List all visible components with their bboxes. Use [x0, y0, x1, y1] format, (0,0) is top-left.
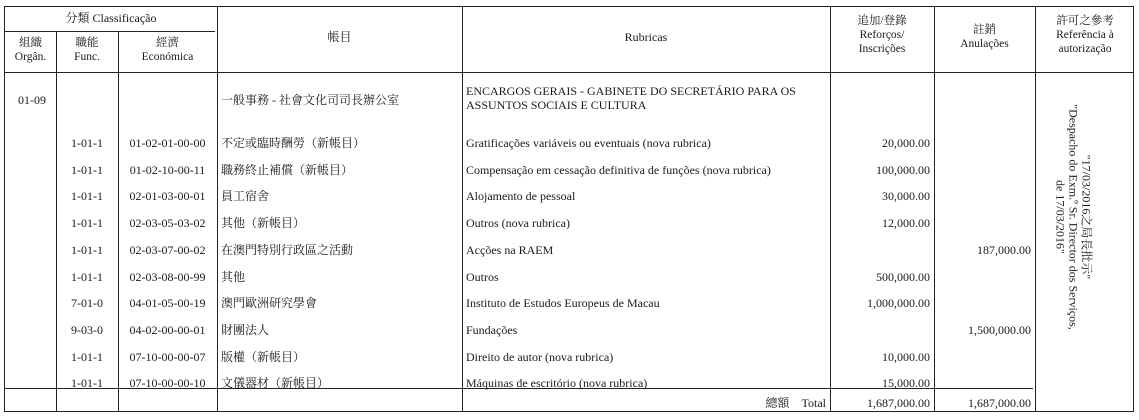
- row-rubrica-pt: Máquinas de escritório (nova rubrica): [466, 376, 648, 390]
- budget-table: [4, 6, 1134, 412]
- reforcos-header-pt1: Reforços/: [859, 29, 905, 41]
- classificacao-header: 分類 Classificação: [65, 11, 157, 25]
- row-anulacao: 187,000.00: [977, 243, 1031, 257]
- referencia-text: [1054, 87, 1093, 347]
- row-rubrica-pt: Fundações: [466, 323, 518, 337]
- row-econ: 04-01-05-00-19: [129, 296, 206, 310]
- row-reforco: 500,000.00: [876, 270, 930, 284]
- row-reforco: 15,000.00: [882, 376, 930, 390]
- rubrica-header-pt: Rubricas: [624, 30, 668, 44]
- organ-header-pt: Orgân.: [14, 51, 47, 63]
- row-reforco: 20,000.00: [882, 136, 930, 150]
- row-func: 9-03-0: [71, 323, 103, 337]
- total-reforcos: 1,687,000.00: [867, 396, 930, 410]
- row-func: 1-01-1: [71, 376, 103, 390]
- row-reforco: 100,000.00: [876, 163, 930, 177]
- section-title-pt-line1: ENCARGOS GERAIS - GABINETE DO SECRETÁRIO PARA OS: [466, 84, 796, 98]
- column-divider: [462, 7, 463, 411]
- referencia-line-2: "Despacho do Exm.º Sr. Director dos Serviços,: [1066, 104, 1081, 330]
- row-func: 1-01-1: [71, 243, 103, 257]
- row-rubrica-zh: 其他（新帳目）: [221, 216, 306, 230]
- row-func: 1-01-1: [71, 189, 103, 203]
- row-econ: 07-10-00-00-10: [129, 376, 206, 390]
- section-title-pt-line2: ASSUNTOS SOCIAIS E CULTURA: [466, 98, 647, 112]
- row-econ: 01-02-10-00-11: [129, 163, 206, 177]
- row-reforco: 30,000.00: [882, 189, 930, 203]
- row-reforco: 10,000.00: [882, 350, 930, 364]
- row-econ: 07-10-00-00-07: [129, 350, 206, 364]
- econ-header-zh: 經濟: [156, 37, 179, 49]
- row-func: 1-01-1: [71, 216, 103, 230]
- row-rubrica-pt: Compensação em cessação definitiva de funções (nova rubrica): [466, 163, 771, 177]
- row-rubrica-zh: 版權（新帳目）: [221, 350, 306, 364]
- header-divider: [5, 72, 1133, 73]
- total-anulacoes: 1,687,000.00: [968, 396, 1031, 410]
- row-rubrica-pt: Outros (nova rubrica): [466, 216, 570, 230]
- column-divider: [1035, 7, 1036, 411]
- row-func: 1-01-1: [71, 270, 103, 284]
- section-title-zh: 一般事務 - 社會文化司司長辦公室: [221, 93, 399, 107]
- row-econ: 02-03-07-00-02: [129, 243, 206, 257]
- row-func: 1-01-1: [71, 163, 103, 177]
- row-rubrica-zh: 職務終止補償（新帳目）: [221, 163, 354, 177]
- row-rubrica-zh: 在澳門特別行政區之活動: [221, 243, 354, 257]
- row-econ: 02-03-08-00-99: [129, 270, 206, 284]
- row-anulacao: 1,500,000.00: [968, 323, 1031, 337]
- econ-header-pt: Económica: [141, 51, 194, 63]
- row-rubrica-zh: 財團法人: [221, 323, 270, 337]
- reforcos-header-pt2: Inscrições: [858, 43, 906, 55]
- referencia-line-1: "17/03/2016之局長批示": [1079, 154, 1094, 280]
- anulacoes-header-zh: 註銷: [973, 24, 996, 36]
- func-header-zh: 職能: [75, 37, 99, 49]
- section-organ: 01-09: [18, 93, 46, 107]
- row-rubrica-zh: 員工宿舍: [221, 189, 270, 203]
- row-econ: 01-02-01-00-00: [129, 136, 206, 150]
- rubrica-header-zh: 帳目: [327, 30, 352, 44]
- column-divider: [934, 7, 935, 411]
- row-rubrica-zh: 文儀器材（新帳目）: [221, 376, 330, 390]
- column-divider: [217, 7, 218, 411]
- anulacoes-header-pt: Anulações: [960, 38, 1009, 50]
- row-func: 1-01-1: [71, 350, 103, 364]
- func-header-pt: Func.: [74, 51, 100, 63]
- row-econ: 02-03-05-03-02: [129, 216, 206, 230]
- referencia-line-3: de 17/03/2016": [1053, 180, 1068, 254]
- row-func: 1-01-1: [71, 136, 103, 150]
- total-label: 總額 Total: [765, 396, 826, 410]
- row-reforco: 12,000.00: [882, 216, 930, 230]
- row-rubrica-pt: Direito de autor (nova rubrica): [466, 350, 614, 364]
- row-rubrica-zh: 澳門歐洲研究學會: [221, 296, 318, 310]
- referencia-header-pt2: autorização: [1058, 43, 1112, 55]
- reforcos-header-zh: 追加/登錄: [857, 15, 907, 27]
- row-rubrica-pt: Outros: [466, 270, 499, 284]
- organ-header-zh: 組織: [19, 37, 42, 49]
- row-rubrica-zh: 其他: [221, 270, 246, 284]
- row-func: 7-01-0: [71, 296, 103, 310]
- row-rubrica-pt: Acções na RAEM: [466, 243, 554, 257]
- header-divider: [5, 31, 215, 32]
- row-rubrica-zh: 不定或臨時酬勞（新帳目）: [221, 136, 366, 150]
- row-rubrica-pt: Alojamento de pessoal: [466, 189, 576, 203]
- referencia-header-pt1: Referência à: [1056, 29, 1114, 41]
- referencia-header-zh: 許可之參考: [1056, 15, 1114, 27]
- row-rubrica-pt: Instituto de Estudos Europeus de Macau: [466, 296, 660, 310]
- row-econ: 04-02-00-00-01: [129, 323, 206, 337]
- row-reforco: 1,000,000.00: [867, 296, 930, 310]
- row-rubrica-pt: Gratificações variáveis ou eventuais (nova rubrica): [466, 136, 711, 150]
- row-econ: 02-01-03-00-01: [129, 189, 206, 203]
